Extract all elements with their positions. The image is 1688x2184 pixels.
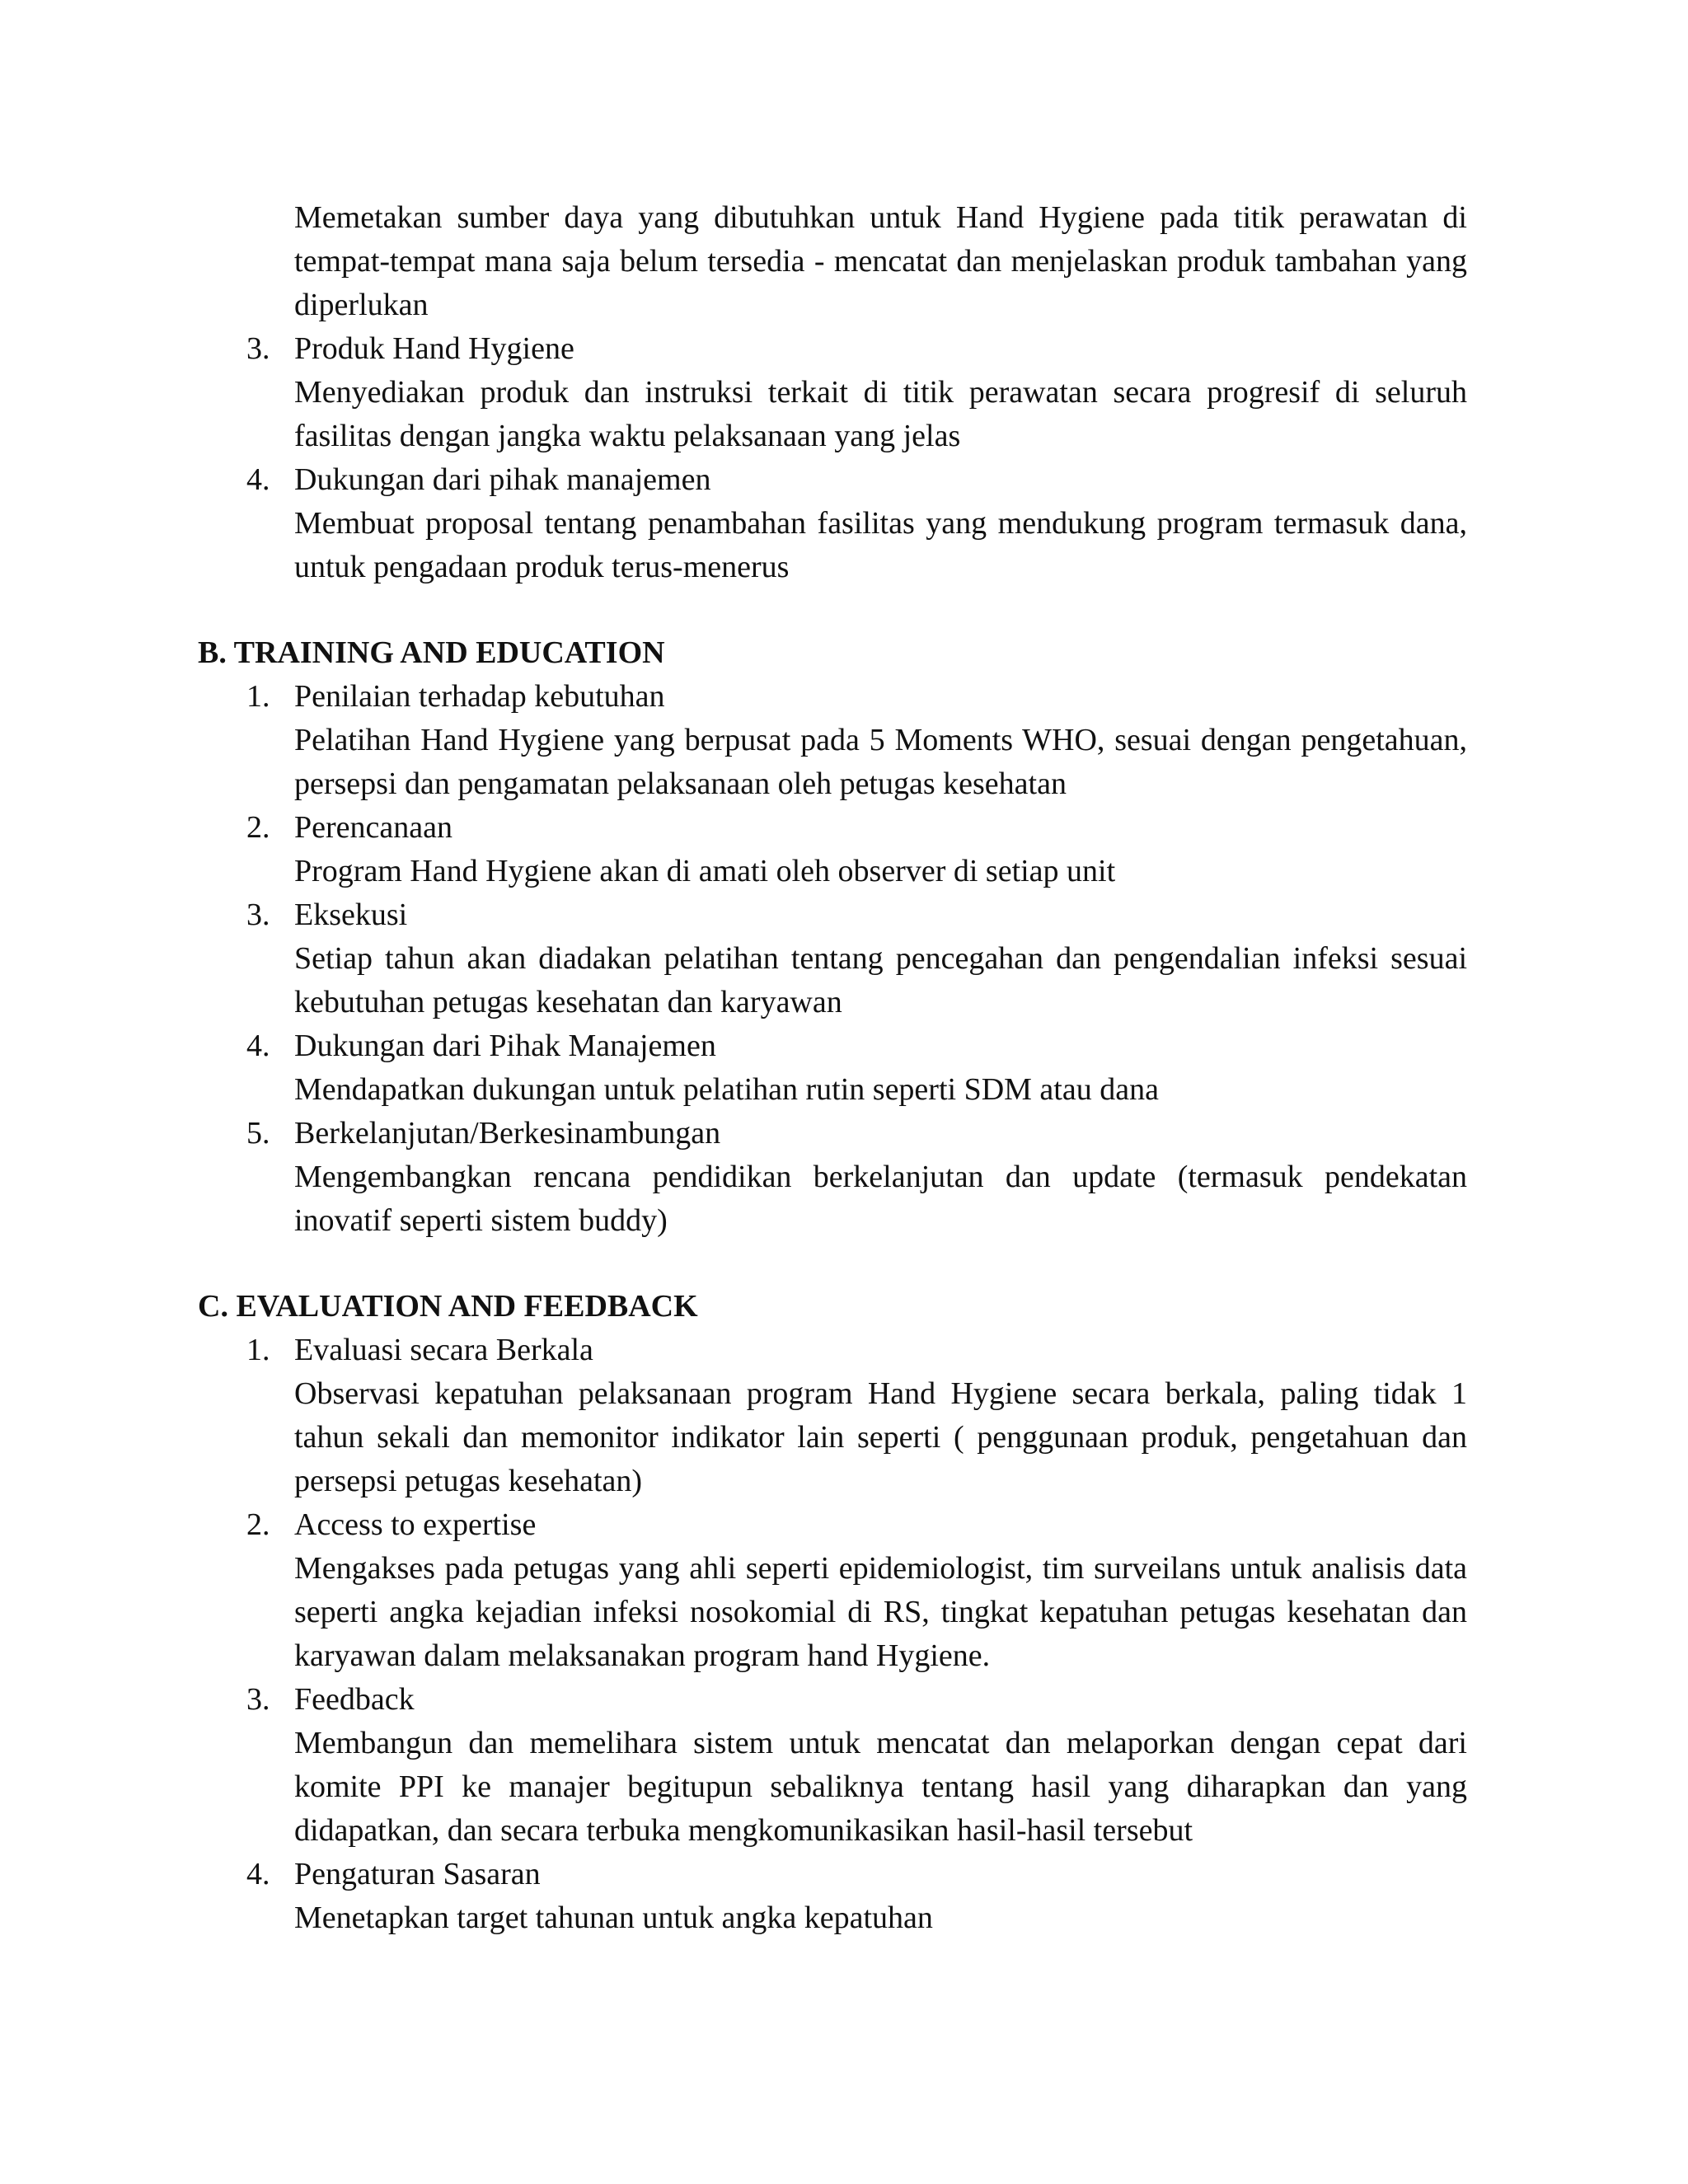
- list-item: [198, 1329, 1467, 1372]
- item-title: Access to expertise: [294, 1507, 537, 1542]
- item-number: 2.: [246, 810, 270, 845]
- item-title: Dukungan dari Pihak Manajemen: [294, 1029, 716, 1063]
- list-item: [198, 893, 1467, 937]
- list-item: [198, 1853, 1467, 1896]
- item-description: Menetapkan target tahunan untuk angka kepatuhan: [294, 1900, 933, 1935]
- item-number: 3.: [246, 1682, 270, 1717]
- document-body: [198, 196, 1467, 1940]
- list-item: [198, 327, 1467, 371]
- item-description: Pelatihan Hand Hygiene yang berpusat pada 5 Moments WHO, sesuai dengan pengetahuan, persepsi dan pengamatan pelaksanaan oleh petugas kesehatan: [294, 723, 1467, 801]
- item-title: Eksekusi: [294, 898, 408, 932]
- item-description: Menyediakan produk dan instruksi terkait di titik perawatan secara progresif di seluruh fasilitas dengan jangka waktu pelaksanaan yang jelas: [294, 375, 1467, 453]
- item-title: Berkelanjutan/Berkesinambungan: [294, 1116, 721, 1151]
- list-item: [198, 1503, 1467, 1547]
- item-number: 3.: [246, 331, 270, 366]
- item-title: Perencanaan: [294, 810, 452, 845]
- list-item: [198, 1024, 1467, 1068]
- item-title: Evaluasi secara Berkala: [294, 1333, 593, 1367]
- item-description: Mengakses pada petugas yang ahli seperti epidemiologist, tim surveilans untuk analisis data seperti angka kejadian infeksi nosokomial di RS, tingkat kepatuhan petugas kesehatan dan karyawan dalam melaksanakan program hand Hygiene.: [294, 1551, 1467, 1673]
- item-title: Penilaian terhadap kebutuhan: [294, 679, 665, 714]
- item-number: 1.: [246, 679, 270, 714]
- item-description: Membuat proposal tentang penambahan fasilitas yang mendukung program termasuk dana, untuk pengadaan produk terus-menerus: [294, 506, 1467, 584]
- item-number: 4.: [246, 1857, 270, 1891]
- item-description: Membangun dan memelihara sistem untuk mencatat dan melaporkan dengan cepat dari komite PPI ke manajer begitupun sebaliknya tentang hasil yang diharapkan dan yang didapatkan, dan secara terbuka mengkomunikasikan hasil-hasil tersebut: [294, 1726, 1467, 1848]
- item-description: Mengembangkan rencana pendidikan berkelanjutan dan update (termasuk pendekatan inovatif seperti sistem buddy): [294, 1160, 1467, 1238]
- section-heading: B. TRAINING AND EDUCATION: [198, 635, 665, 670]
- item-title: Feedback: [294, 1682, 415, 1717]
- item-title: Produk Hand Hygiene: [294, 331, 574, 366]
- section-b: [198, 631, 1467, 1243]
- item-number: 5.: [246, 1116, 270, 1151]
- item-number: 4.: [246, 1029, 270, 1063]
- section-c: [198, 1285, 1467, 1940]
- list-item: [198, 1678, 1467, 1722]
- item-number: 3.: [246, 898, 270, 932]
- list-item: [198, 675, 1467, 719]
- section-heading: C. EVALUATION AND FEEDBACK: [198, 1289, 698, 1324]
- item-description: Program Hand Hygiene akan di amati oleh observer di setiap unit: [294, 854, 1116, 888]
- list-item: [198, 458, 1467, 502]
- list-item: [198, 1112, 1467, 1155]
- item-description: Mendapatkan dukungan untuk pelatihan rutin seperti SDM atau dana: [294, 1072, 1159, 1107]
- item-number: 1.: [246, 1333, 270, 1367]
- list-item: [198, 806, 1467, 850]
- item-title: Dukungan dari pihak manajemen: [294, 462, 711, 497]
- item-title: Pengaturan Sasaran: [294, 1857, 541, 1891]
- item-number: 2.: [246, 1507, 270, 1542]
- item-description: Setiap tahun akan diadakan pelatihan tentang pencegahan dan pengendalian infeksi sesuai kebutuhan petugas kesehatan dan karyawan: [294, 941, 1467, 1019]
- item-description: Observasi kepatuhan pelaksanaan program Hand Hygiene secara berkala, paling tidak 1 tahun sekali dan memonitor indikator lain seperti ( penggunaan produk, pengetahuan dan persepsi petugas kesehatan): [294, 1376, 1467, 1498]
- section-a-continuation: [198, 196, 1467, 589]
- item-description: Memetakan sumber daya yang dibutuhkan untuk Hand Hygiene pada titik perawatan di tempat-tempat mana saja belum tersedia - mencatat dan menjelaskan produk tambahan yang diperlukan: [294, 200, 1467, 322]
- item-number: 4.: [246, 462, 270, 497]
